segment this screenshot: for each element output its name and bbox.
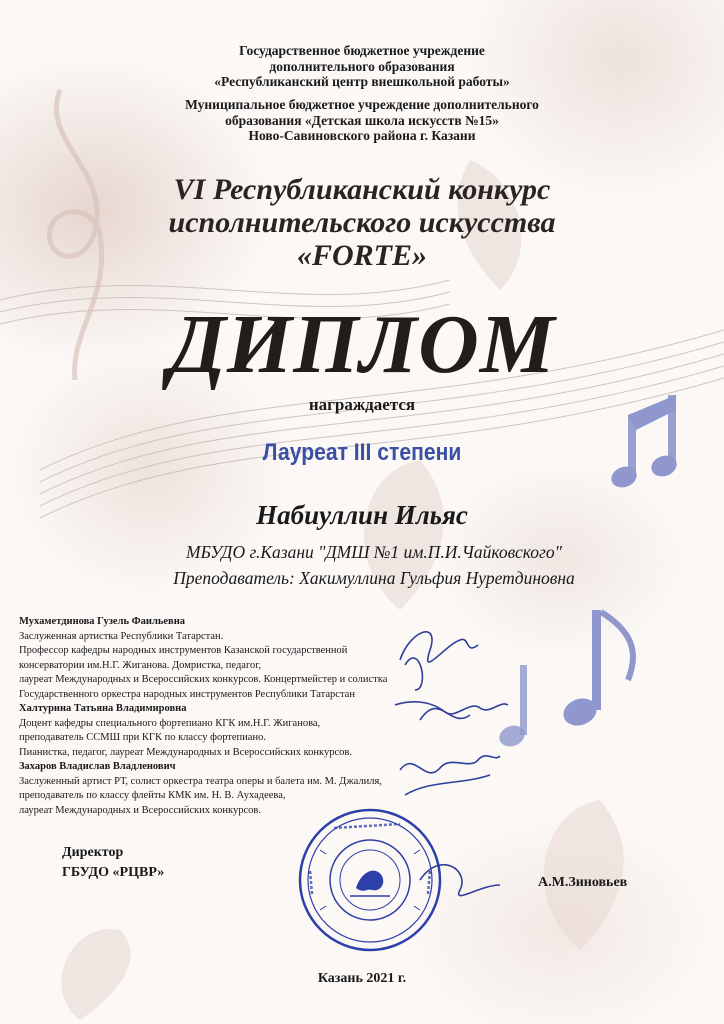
director-block (62, 843, 164, 883)
contest-title-line-2: исполнительского искусства (168, 206, 556, 239)
jury-member-line: Государственного оркестра народных инструментов Республики Татарстан (19, 688, 355, 700)
jury-member-line: преподаватель по классу флейты КМК им. Н. В. Аухадеева, (19, 790, 286, 801)
jury-member-line: лауреат Международных и Всероссийских конкурсов. (19, 804, 261, 816)
organizer-2 (0, 97, 724, 144)
director-org: ГБУДО «РЦВР» (62, 865, 165, 880)
official-stamp (300, 810, 440, 950)
jury-member-line: преподаватель ССМШ при КГК по классу фортепиано. (19, 732, 266, 743)
organizer-2-line-1: Муниципальное бюджетное учреждение дополнительного (185, 97, 539, 112)
organizer-1-line-2: дополнительного образования (269, 58, 455, 74)
jury-member-name: Мухаметдинова Гузель Фаильевна (19, 616, 186, 627)
jury-member-name: Халтурина Татьяна Владимировна (19, 703, 187, 714)
jury-member-line: Профессор кафедры народных инструментов Казанской государственной (19, 645, 348, 656)
organizer-1-line-3: «Республиканский центр внешкольной работы» (214, 74, 510, 89)
organizer-1 (0, 43, 724, 90)
jury-member-line: Заслуженная артистка Республики Татарстан. (19, 630, 224, 642)
jury-member-line: Доцент кафедры специального фортепиано КГК им.Н.Г. Жиганова, (19, 717, 321, 729)
jury-member-name: Захаров Владислав Владленович (19, 761, 176, 772)
organizer-2-line-2: образования «Детская школа искусств №15» (225, 112, 499, 128)
recipient-teacher: Преподаватель: Хакимуллина Гульфия Нуретдиновна (173, 568, 575, 588)
recipient-school: МБУДО г.Казани "ДМШ №1 им.П.И.Чайковского" (186, 542, 562, 562)
contest-title-line-3: «FORTE» (296, 239, 428, 272)
awarded-label: награждается (308, 395, 416, 414)
organizer-2-line-3: Ново-Савиновского района г. Казани (248, 128, 476, 143)
director-title: Директор (62, 845, 124, 860)
organizer-1-line-1: Государственное бюджетное учреждение (239, 43, 485, 58)
place-date: Казань 2021 г. (317, 971, 407, 986)
contest-title (0, 173, 724, 272)
director-name: А.М.Зиновьев (538, 875, 628, 890)
award-level: Лауреат III степени (262, 439, 462, 466)
jury-member-line: Пианистка, педагог, лауреат Международных и Всероссийских конкурсов. (19, 746, 353, 758)
recipient-name: Набиуллин Ильяс (256, 500, 468, 530)
jury-list (19, 615, 439, 818)
jury-member-line: лауреат Международных и Всероссийских конкурсов. Концертмейстер и солистка (19, 674, 388, 685)
diploma-heading: ДИПЛОМ (168, 298, 556, 391)
contest-title-line-1: VI Республиканский конкурс (173, 173, 551, 206)
jury-member-line: Заслуженный артист РТ, солист оркестра театра оперы и балета им. М. Джалиля, (19, 775, 382, 787)
jury-member-line: консерватории им.Н.Г. Жиганова. Домристка, педагог, (19, 659, 261, 671)
